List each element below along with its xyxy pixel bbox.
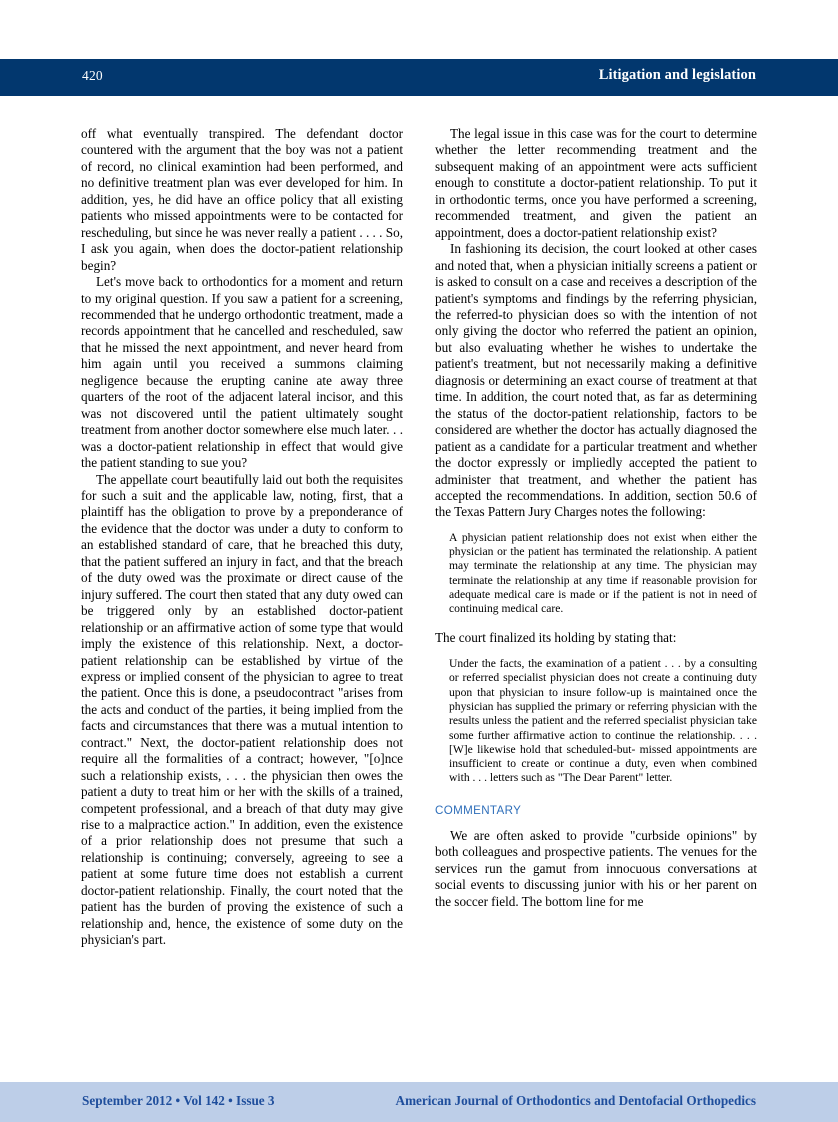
paragraph: In fashioning its decision, the court looked at other cases and noted that, when a physician initially screens a patient or is asked to consult on a case and receives a description of the patient's symptoms and findings by the referring physician, the referred-to physician does so with the intention of not only giving the doctor who referred the patient an opinion, but also evaluating whether he wishes to undertake the patient's treatment, but not necessarily making a definitive diagnosis or determining an exact course of treatment at that time. In addition, the court noted that, as far as determining the status of the doctor-patient relationship, factors to be considered are whether the doctor has actually diagnosed the patient as a candidate for a particular treatment and whether the doctor expressly or impliedly accepted the patient to administer that treatment, and whether the patient has accepted the recommendations. In addition, section 50.6 of the Texas Pattern Jury Charges notes the following: — [435, 241, 757, 520]
block-quote: Under the facts, the examination of a patient . . . by a consulting or referred specialist physician does not create a continuing duty upon that physician to insure follow-up is maintained once the physician has supplied the primary or referring physician with the results unless the patient and the referred specialist physician take some further affirmative action to continue the relationship. . . . [W]e likewise hold that scheduled-but- missed appointments are insufficient to create or continue a duty, even when combined with . . . letters such as "The Dear Parent" letter. — [449, 657, 757, 785]
running-head-bar — [0, 59, 838, 96]
paragraph: Let's move back to orthodontics for a moment and return to my original question. If you saw a patient for a screening, recommended that he undergo orthodontic treatment, made a records appointment that he cancelled and rescheduled, saw that he missed the next appointment, and never heard from him again until you received a summons claiming negligence because the erupting canine ate away three quarters of the root of the adjacent lateral incisor, and this was not discovered until the patient ultimately sought treatment from another doctor somewhere else much later. . . was a doctor-patient relationship in effect that would give the patient standing to sue you? — [81, 274, 403, 471]
paragraph: The appellate court beautifully laid out both the requisites for such a suit and the applicable law, noting, first, that a plaintiff has the obligation to prove by a preponderance of the evidence that the doctor was under a duty to conform to an established standard of care, that he breached this duty, that the patient suffered an injury in fact, and that the breach of the duty owed was the proximate or direct cause of the injury suffered. The court then stated that any duty owed can be triggered only by an established doctor-patient relationship or an affirmative action of some type that would imply the existence of this relationship. Next, a doctor-patient relationship can be established by virtue of the express or implied consent of the physician to agree to treat the patient. Once this is done, a pseudocontract "arises from the acts and conduct of the parties, it being implied from the facts and circumstances that there was a mutual intention to contract." Next, the doctor-patient relationship does not require all the formalities of a contract; however, "[o]nce such a relationship exists, . . . the physician then owes the patient a duty to treat him or her with the skills of a trained, competent professional, and a breach of that duty may give rise to a malpractice action." In addition, even the existence of a prior relationship does not presume that such a relationship is continuing; conversely, agreeing to see a patient at some future time does not establish a current doctor-patient relationship. Finally, the court noted that the patient has the burden of proving the existence of such a relationship and, hence, the existence of some duty on the physician's part. — [81, 471, 403, 948]
page-number: 420 — [82, 68, 103, 83]
left-column — [81, 126, 403, 949]
journal-name: American Journal of Orthodontics and Dentofacial Orthopedics — [395, 1093, 756, 1108]
paragraph: The legal issue in this case was for the court to determine whether the letter recommending treatment and the subsequent making of an appointment were acts sufficient enough to constitute a doctor-patient relationship. To put it in orthodontic terms, once you have performed a screening, recommended treatment, and given the patient an appointment, does a doctor-patient relationship exist? — [435, 126, 757, 240]
section-title: Litigation and legislation — [598, 67, 756, 83]
page-footer-bar — [0, 1082, 838, 1122]
paragraph: We are often asked to provide "curbside opinions" by both colleagues and prospective patients. The venues for the services run the gamut from innocuous conversations at social events to discussing junior with his or her parent on the soccer field. The bottom line for me — [435, 827, 757, 909]
quote-lead-in: The court finalized its holding by stating that: — [435, 629, 677, 645]
right-column — [435, 126, 757, 910]
text-columns — [81, 126, 757, 1046]
issue-line: September 2012 • Vol 142 • Issue 3 — [82, 1093, 275, 1108]
paragraph: off what eventually transpired. The defendant doctor countered with the argument that the boy was not a patient of record, no clinical examintion had been performed, and no definitive treatment plan was ever developed for him. In addition, yes, he did have an office policy that all existing patients who missed appointments were to be contacted for rescheduling, but since he was never really a patient . . . . So, I ask you again, when does the doctor-patient relationship begin? — [81, 126, 403, 273]
section-heading-commentary: COMMENTARY — [435, 803, 522, 817]
block-quote: A physician patient relationship does not exist when either the physician or the patient has terminated the relationship. A patient may terminate the relationship at any time. The physician may terminate the relationship at any time if reasonable provision for adequate medical care is made or if the patient is not in need of continuing medical care. — [449, 530, 757, 616]
